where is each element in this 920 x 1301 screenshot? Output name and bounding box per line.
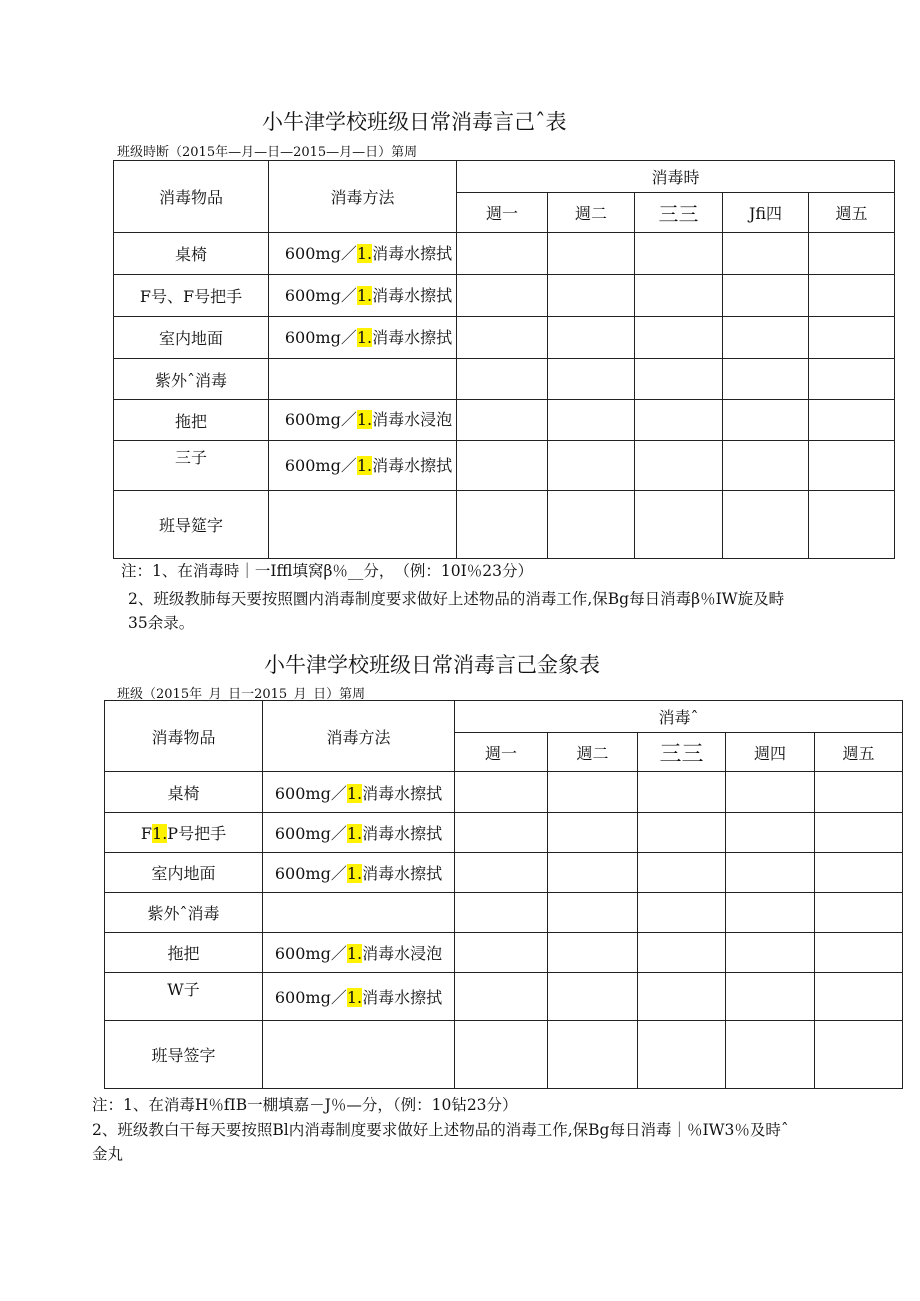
row-item: 室内地面 [114, 317, 269, 359]
cell-tue[interactable] [548, 933, 638, 973]
row-method [263, 1021, 455, 1089]
header-day-mon: 週一 [455, 733, 548, 772]
row-item-signature: 班导筵字 [114, 491, 269, 559]
cell-fri[interactable] [815, 772, 903, 813]
row-item: 紫外ˆ消毒 [105, 893, 263, 933]
cell-tue[interactable] [548, 772, 638, 813]
row-method: 600mg／1.消毒水擦拭 [269, 275, 457, 317]
cell-mon[interactable] [457, 275, 548, 317]
cell-thu[interactable] [723, 317, 809, 359]
cell-thu[interactable] [726, 772, 815, 813]
header-day-mon: 週一 [457, 193, 548, 233]
cell-mon[interactable] [455, 893, 548, 933]
row-item: F号、F号把手 [114, 275, 269, 317]
form2-note3: 金丸 [92, 1145, 124, 1163]
cell-wed[interactable] [635, 275, 723, 317]
cell-mon[interactable] [457, 491, 548, 559]
cell-wed[interactable] [635, 400, 723, 441]
cell-wed[interactable] [635, 441, 723, 491]
row-item: 室内地面 [105, 853, 263, 893]
cell-thu[interactable] [723, 275, 809, 317]
cell-wed[interactable] [638, 1021, 726, 1089]
form1-note2: 2、班级教肺每天要按照圜内消毒制度要求做好上述物品的消毒工作,保Bg每日消毒β％IW旋及畤 [128, 590, 785, 608]
cell-thu[interactable] [726, 853, 815, 893]
cell-mon[interactable] [455, 973, 548, 1021]
header-method: 消毒方法 [263, 701, 455, 772]
cell-thu[interactable] [726, 813, 815, 853]
header-method: 消毒方法 [269, 161, 457, 233]
cell-thu[interactable] [723, 359, 809, 400]
cell-fri[interactable] [815, 813, 903, 853]
header-day-tue: 週二 [548, 733, 638, 772]
row-method [269, 359, 457, 400]
cell-wed[interactable] [638, 893, 726, 933]
cell-mon[interactable] [455, 813, 548, 853]
header-item: 消毒物品 [105, 701, 263, 772]
cell-fri[interactable] [809, 441, 895, 491]
cell-mon[interactable] [457, 233, 548, 275]
row-item: 紫外ˆ消毒 [114, 359, 269, 400]
cell-thu[interactable] [723, 233, 809, 275]
cell-wed[interactable] [635, 317, 723, 359]
cell-wed[interactable] [635, 233, 723, 275]
row-item: 拖把 [114, 400, 269, 441]
header-time: 消毒ˆ [455, 701, 903, 733]
row-method: 600mg／1.消毒水擦拭 [263, 813, 455, 853]
cell-mon[interactable] [455, 853, 548, 893]
row-method: 600mg／1.消毒水擦拭 [263, 853, 455, 893]
header-time: 消毒時 [457, 161, 895, 193]
form1-note3: 35余录。 [128, 614, 195, 632]
cell-tue[interactable] [548, 359, 635, 400]
header-day-tue: 週二 [548, 193, 635, 233]
row-method: 600mg／1.消毒水擦拭 [269, 317, 457, 359]
cell-tue[interactable] [548, 1021, 638, 1089]
row-item: W子 [105, 973, 263, 1021]
form2-subtitle: 班级（2015年_月_日一2015_月_日）第周 [117, 687, 366, 702]
cell-wed[interactable] [635, 359, 723, 400]
cell-tue[interactable] [548, 973, 638, 1021]
header-day-wed: 三三 [638, 733, 726, 772]
cell-mon[interactable] [455, 933, 548, 973]
cell-fri[interactable] [809, 400, 895, 441]
header-day-thu: Jfi四 [723, 193, 809, 233]
cell-fri[interactable] [809, 359, 895, 400]
form2-note1: 注：1、在消毒H％fIB一棚填嘉－J％—分，（例：10钻23分） [92, 1096, 518, 1114]
row-method [263, 893, 455, 933]
row-method: 600mg／1.消毒水擦拭 [269, 441, 457, 491]
row-item: 三子 [114, 441, 269, 491]
cell-fri[interactable] [815, 1021, 903, 1089]
cell-thu[interactable] [726, 933, 815, 973]
cell-tue[interactable] [548, 275, 635, 317]
cell-wed[interactable] [638, 973, 726, 1021]
cell-fri[interactable] [809, 233, 895, 275]
form1-note1: 注：1、在消毒時｜一Iffl填窝β％__分， （例：10I％23分） [121, 562, 533, 580]
cell-mon[interactable] [457, 359, 548, 400]
cell-fri[interactable] [815, 893, 903, 933]
row-method: 600mg／1.消毒水擦拭 [269, 233, 457, 275]
row-item: 桌椅 [105, 772, 263, 813]
cell-thu[interactable] [726, 973, 815, 1021]
cell-tue[interactable] [548, 813, 638, 853]
cell-mon[interactable] [457, 400, 548, 441]
cell-tue[interactable] [548, 400, 635, 441]
row-method: 600mg／1.消毒水浸泡 [269, 400, 457, 441]
cell-fri[interactable] [815, 853, 903, 893]
cell-mon[interactable] [455, 772, 548, 813]
row-item: 桌椅 [114, 233, 269, 275]
cell-wed[interactable] [638, 853, 726, 893]
row-method: 600mg／1.消毒水浸泡 [263, 933, 455, 973]
form2-title: 小牛津学校班级日常消毒言己金象表 [264, 653, 600, 677]
cell-thu[interactable] [723, 441, 809, 491]
cell-wed[interactable] [635, 491, 723, 559]
header-day-thu: 週四 [726, 733, 815, 772]
cell-tue[interactable] [548, 491, 635, 559]
cell-thu[interactable] [726, 893, 815, 933]
cell-tue[interactable] [548, 317, 635, 359]
cell-fri[interactable] [809, 275, 895, 317]
cell-thu[interactable] [726, 1021, 815, 1089]
form2-note2: 2、班级教白干每天要按照Bl内消毒制度要求做好上述物品的消毒工作,保Bg每日消毒｜％IW3％及時ˆ [92, 1121, 789, 1139]
cell-wed[interactable] [638, 772, 726, 813]
cell-fri[interactable] [809, 491, 895, 559]
cell-fri[interactable] [809, 317, 895, 359]
cell-tue[interactable] [548, 441, 635, 491]
form1-table [113, 160, 895, 559]
cell-thu[interactable] [723, 400, 809, 441]
row-item: 拖把 [105, 933, 263, 973]
cell-thu[interactable] [723, 491, 809, 559]
header-item: 消毒物品 [114, 161, 269, 233]
row-method [269, 491, 457, 559]
header-day-wed: 三三 [635, 193, 723, 233]
cell-fri[interactable] [815, 973, 903, 1021]
cell-tue[interactable] [548, 893, 638, 933]
cell-fri[interactable] [815, 933, 903, 973]
row-item: F1.P号把手 [105, 813, 263, 853]
row-method: 600mg／1.消毒水擦拭 [263, 973, 455, 1021]
header-day-fri: 週五 [809, 193, 895, 233]
form1-title: 小牛津学校班级日常消毒言己ˆ表 [262, 110, 567, 134]
row-item-signature: 班导签字 [105, 1021, 263, 1089]
cell-mon[interactable] [455, 1021, 548, 1089]
row-method: 600mg／1.消毒水擦拭 [263, 772, 455, 813]
form2-table [104, 700, 903, 1089]
cell-wed[interactable] [638, 813, 726, 853]
header-day-fri: 週五 [815, 733, 903, 772]
cell-wed[interactable] [638, 933, 726, 973]
form1-subtitle: 班级時断（2015年—月—日—2015—月—日）第周 [117, 145, 418, 160]
cell-mon[interactable] [457, 317, 548, 359]
cell-mon[interactable] [457, 441, 548, 491]
cell-tue[interactable] [548, 233, 635, 275]
cell-tue[interactable] [548, 853, 638, 893]
